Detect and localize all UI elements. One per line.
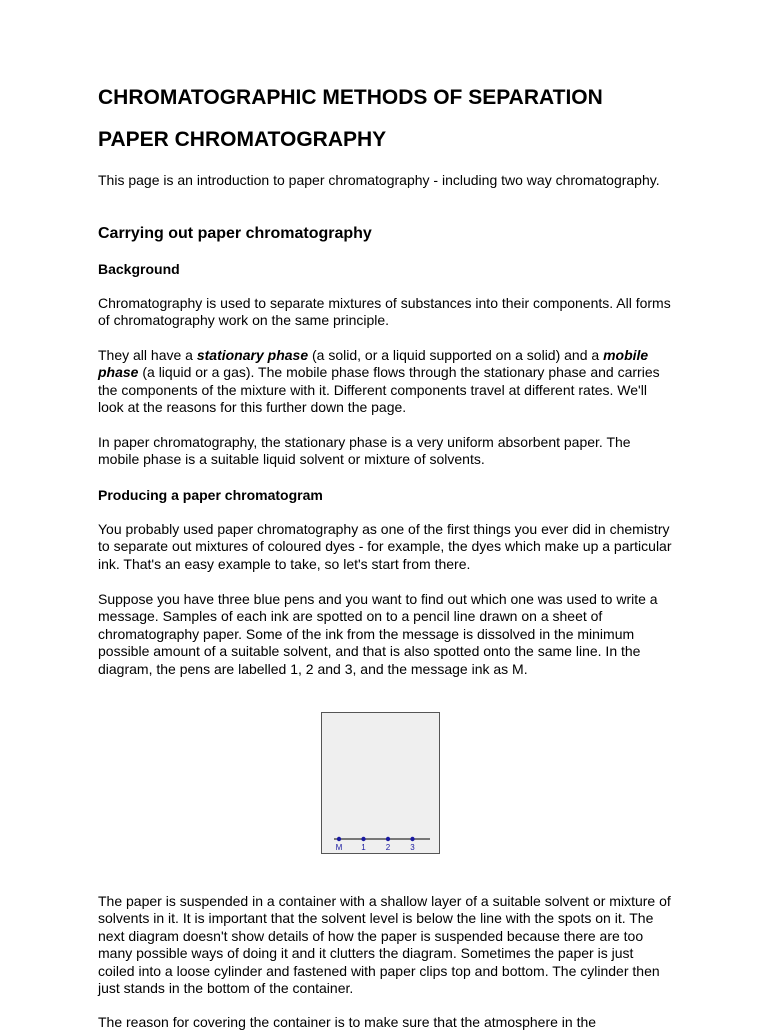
- spot-labels: [336, 843, 416, 852]
- phases-text-2: (a solid, or a liquid supported on a solid) and a: [308, 347, 604, 363]
- paragraph-chromatography-purpose: Chromatography is used to separate mixtures of substances into their components. All forms of chromatography work on the same principle.: [98, 295, 671, 329]
- mobile-phase-term: mobile phase: [98, 347, 649, 381]
- producing-heading: Producing a paper chromatogram: [98, 487, 323, 503]
- spot-label-m: M: [335, 843, 343, 852]
- paragraph-phases: [98, 347, 673, 417]
- intro-paragraph: This page is an introduction to paper chromatography - including two way chromatography.: [98, 172, 660, 188]
- paragraph-paper-chromatography: In paper chromatography, the stationary phase is a very uniform absorbent paper. The mobile phase is a suitable liquid solvent or mixture of solvents.: [98, 434, 631, 468]
- page-title: CHROMATOGRAPHIC METHODS OF SEPARATION: [98, 86, 603, 109]
- paragraph-coloured-dyes: You probably used paper chromatography as one of the first things you ever did in chemistry to separate out mixtures of coloured dyes - for example, the dyes which make up a particular ink. That's an easy example to take, so let's start from there.: [98, 521, 672, 572]
- ink-spot-2: [386, 837, 390, 841]
- paragraph-suspended-paper: The paper is suspended in a container with a shallow layer of a suitable solvent or mixture of solvents in it. It is important that the solvent level is below the line with the spots on it. The next diagram doesn't show details of how the paper is suspended because there are too many possible ways of doing it and it clutters the diagram. Sometimes the paper is just coiled into a loose cylinder and fastened with paper clips top and bottom. The cylinder then just stands in the bottom of the container.: [98, 893, 671, 997]
- section-heading: Carrying out paper chromatography: [98, 225, 372, 242]
- ink-spot-m: [337, 837, 341, 841]
- phases-text-3: (a liquid or a gas). The mobile phase flows through the stationary phase and carries the components of the mixture with it. Different components travel at different rates. We'll look at the reasons for this further down the page.: [98, 364, 660, 416]
- page-subtitle: PAPER CHROMATOGRAPHY: [98, 128, 387, 151]
- phases-text-1: They all have a: [98, 347, 197, 363]
- paragraph-blue-pens: Suppose you have three blue pens and you want to find out which one was used to write a message. Samples of each ink are spotted on to a pencil line drawn on a sheet of chromatography paper. Some of the ink from the message is dissolved in the minimum possible amount of a suitable solvent, and that is also spotted onto the same line. In the diagram, the pens are labelled 1, 2 and 3, and the message ink as M.: [98, 591, 658, 677]
- chromatography-paper-diagram: [321, 712, 440, 854]
- paragraph-covering-container: The reason for covering the container is to make sure that the atmosphere in the: [98, 1014, 597, 1030]
- background-heading: Background: [98, 261, 180, 277]
- ink-spot-1: [361, 837, 365, 841]
- spot-label-2: 2: [385, 843, 391, 852]
- spot-label-3: 3: [410, 843, 415, 852]
- ink-spot-3: [410, 837, 414, 841]
- spot-label-1: 1: [361, 843, 366, 852]
- stationary-phase-term: stationary phase: [196, 347, 309, 363]
- chromatogram-svg: [322, 713, 439, 853]
